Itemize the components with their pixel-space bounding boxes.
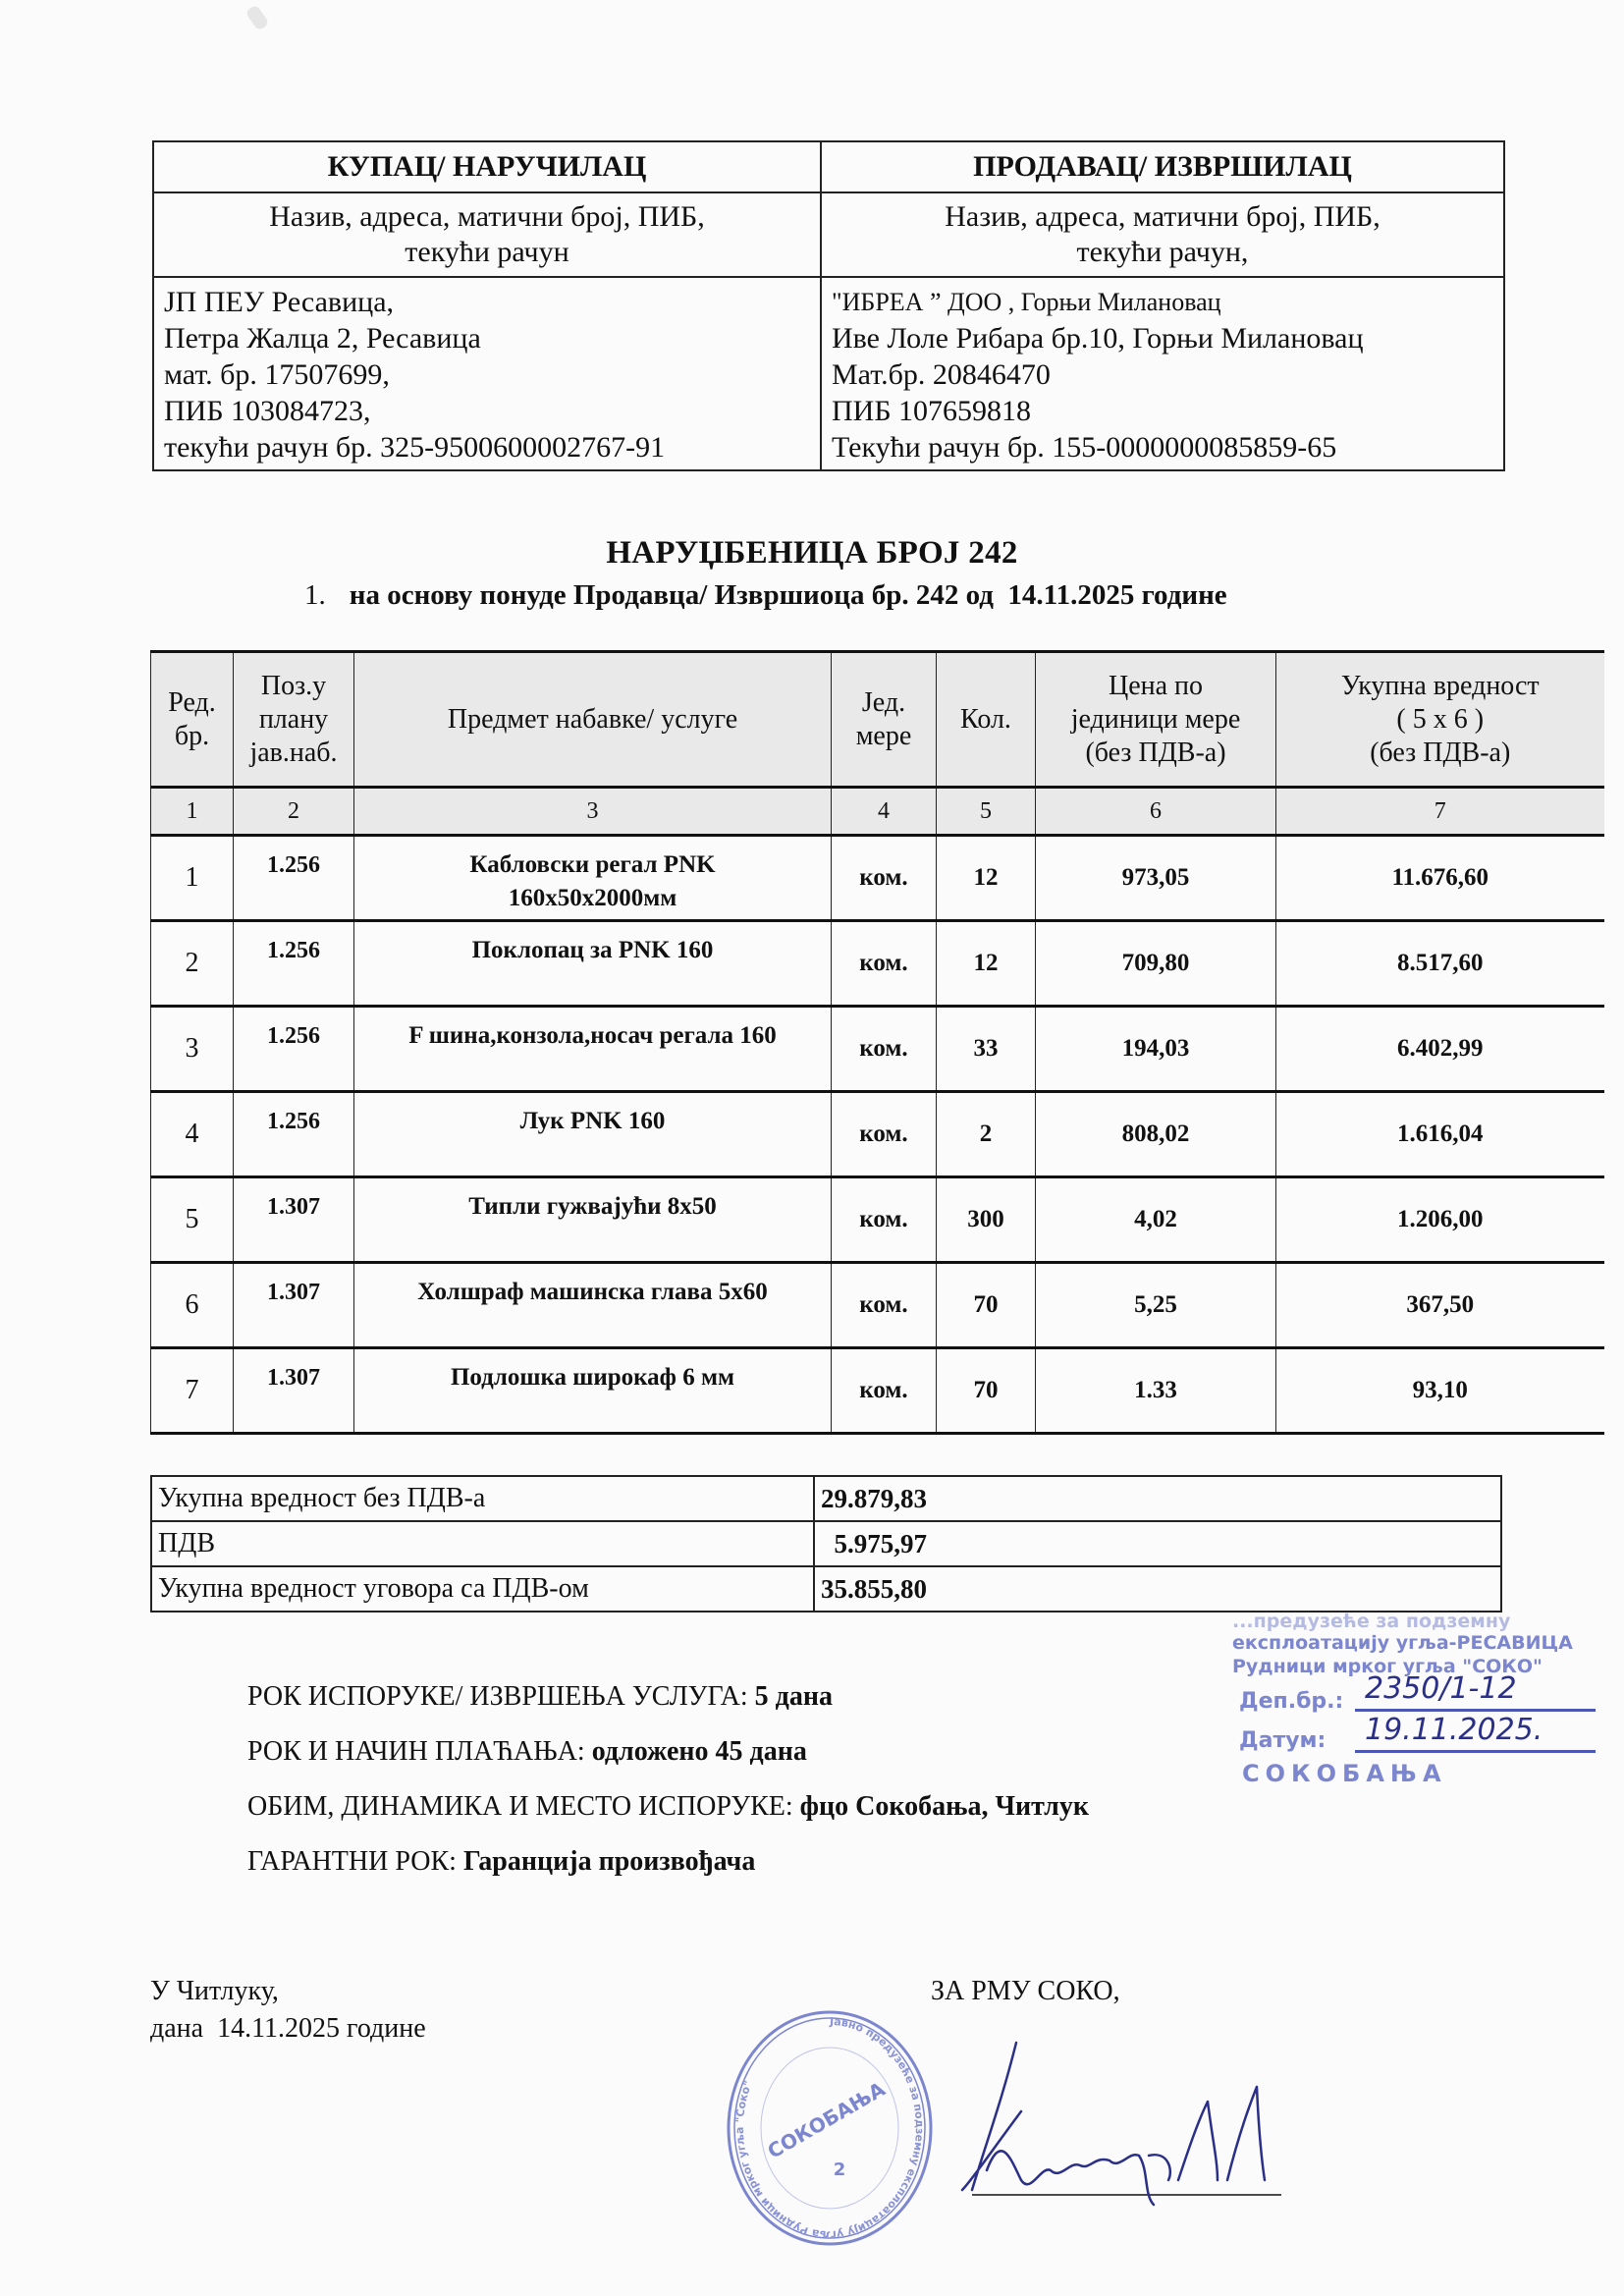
header-line: Кол. [960, 703, 1011, 735]
header-col-qty [937, 652, 1036, 788]
cell-unit: ком. [832, 1092, 937, 1177]
round-stamp [722, 2003, 938, 2249]
cell-unit-price: 808,02 [1036, 1092, 1276, 1177]
cell-row-number: 5 [151, 1177, 234, 1263]
stamp-ring-text: Јавно предузеће за подземну експлоатацију угља Рудници мрког угља "Соко" [732, 2014, 927, 2242]
cell-quantity: 70 [937, 1263, 1036, 1348]
seller-heading: ПРОДАВАЦ/ ИЗВРШИЛАЦ [821, 141, 1504, 192]
term-payment [247, 1736, 807, 1768]
cell-unit: ком. [832, 836, 937, 921]
total-label: Укупна вредност уговора са ПДВ-ом [151, 1566, 814, 1612]
seller-name: "ИБРЕА ” ДОО , Горњи Милановац [832, 288, 1221, 316]
cell-unit-price: 4,02 [1036, 1177, 1276, 1263]
buyer-heading: КУПАЦ/ НАРУЧИЛАЦ [153, 141, 821, 192]
item-name-line: 160x50x2000мм [508, 885, 677, 911]
cell-plan-position: 1.256 [234, 1092, 354, 1177]
cell-total: 1.206,00 [1276, 1177, 1604, 1263]
item-name-line: Холшраф машинска глава 5x60 [417, 1279, 768, 1305]
header-col-plan-pos [234, 652, 354, 788]
table-row [151, 1092, 1604, 1177]
total-value: 5.975,97 [814, 1521, 1501, 1566]
cell-plan-position: 1.256 [234, 1007, 354, 1092]
total-row-gross [151, 1566, 1501, 1612]
buyer-reg-number: мат. бр. 17507699, [164, 358, 390, 391]
cell-quantity: 12 [937, 921, 1036, 1007]
term-label: РОК ИСПОРУКЕ/ ИЗВРШЕЊА УСЛУГА: [247, 1681, 755, 1712]
seller-details [821, 277, 1504, 470]
seller-subheading-line: текући рачун, [1076, 236, 1249, 268]
item-name-line: Поклопац за PNK 160 [471, 937, 714, 963]
header-line: Поз.у [260, 670, 327, 701]
term-value: 5 дана [754, 1681, 833, 1712]
seller-subheading [821, 192, 1504, 277]
cell-plan-position: 1.307 [234, 1348, 354, 1434]
stamp-date-value: 19.11.2025. [1365, 1713, 1543, 1747]
document-subtitle [304, 579, 1227, 612]
cell-plan-position: 1.307 [234, 1177, 354, 1263]
header-col-total [1276, 652, 1604, 788]
cell-item-name [354, 1263, 832, 1348]
cell-plan-position: 1.307 [234, 1263, 354, 1348]
stamp-city: СОКОБАЊА [1242, 1760, 1447, 1787]
cell-total: 93,10 [1276, 1348, 1604, 1434]
cell-row-number: 3 [151, 1007, 234, 1092]
header-line: јав.наб. [249, 737, 338, 768]
buyer-subheading [153, 192, 821, 277]
stamp-underline [1355, 1709, 1596, 1712]
received-stamp [1218, 1611, 1624, 1807]
buyer-subheading-line: Назив, адреса, матични број, ПИБ, [269, 200, 705, 233]
seller-tax-id: ПИБ 107659818 [832, 395, 1032, 427]
table-row [151, 836, 1604, 921]
subtitle-number: 1. [304, 579, 326, 611]
scan-speck [244, 4, 269, 31]
cell-unit: ком. [832, 1263, 937, 1348]
footer-place: У Читлуку, [150, 1976, 279, 2006]
table-row [151, 1177, 1604, 1263]
seller-subheading-line: Назив, адреса, матични број, ПИБ, [945, 200, 1380, 233]
header-col-unit [832, 652, 937, 788]
header-line: мере [855, 720, 912, 751]
buyer-address: Петра Жалца 2, Ресавица [164, 322, 481, 355]
column-number: 5 [937, 788, 1036, 836]
subtitle-text: на основу понуде Продавца/ Извршиоца бр. 242 од 14.11.2025 године [349, 579, 1227, 611]
item-name-line: Подлошка широкаф 6 мм [450, 1364, 735, 1391]
cell-plan-position: 1.256 [234, 836, 354, 921]
header-line: (без ПДВ-а) [1085, 737, 1226, 768]
column-number: 6 [1036, 788, 1276, 836]
cell-item-name [354, 1092, 832, 1177]
table-row [151, 921, 1604, 1007]
header-line: Предмет набавке/ услуге [447, 703, 738, 735]
header-line: (без ПДВ-а) [1370, 737, 1511, 768]
item-name-line: Кабловски регал PNK [469, 851, 716, 878]
parties-table [152, 140, 1505, 471]
cell-unit-price: 5,25 [1036, 1263, 1276, 1348]
column-number: 7 [1276, 788, 1604, 836]
items-column-number-row [151, 788, 1604, 836]
table-row [151, 1348, 1604, 1434]
cell-quantity: 33 [937, 1007, 1036, 1092]
cell-total: 367,50 [1276, 1263, 1604, 1348]
cell-unit: ком. [832, 1007, 937, 1092]
cell-unit: ком. [832, 1177, 937, 1263]
header-col-unit-price [1036, 652, 1276, 788]
column-number: 1 [151, 788, 234, 836]
term-label: ОБИМ, ДИНАМИКА И МЕСТО ИСПОРУКЕ: [247, 1791, 800, 1822]
buyer-name: ЈП ПЕУ Ресавица, [164, 286, 395, 318]
header-line: Јед. [861, 686, 906, 718]
cell-quantity: 70 [937, 1348, 1036, 1434]
document-title: НАРУЏБЕНИЦА БРОЈ 242 [606, 535, 1018, 571]
total-row-vat [151, 1521, 1501, 1566]
cell-unit-price: 1.33 [1036, 1348, 1276, 1434]
header-line: јединици мере [1070, 703, 1241, 735]
totals-table [150, 1475, 1502, 1613]
cell-item-name [354, 1177, 832, 1263]
stamp-line: Рудници мрког угља "СОКО" [1232, 1656, 1543, 1677]
seller-reg-number: Мат.бр. 20846470 [832, 358, 1051, 391]
stamp-del-label: Деп.бр.: [1239, 1689, 1344, 1714]
stamp-number: 2 [833, 2159, 846, 2180]
footer-date: дана 14.11.2025 године [150, 2013, 426, 2044]
item-name-line: Типли гужвајући 8x50 [468, 1193, 717, 1220]
total-value: 29.879,83 [814, 1476, 1501, 1521]
cell-total: 8.517,60 [1276, 921, 1604, 1007]
cell-unit: ком. [832, 1348, 937, 1434]
header-col-rb [151, 652, 234, 788]
cell-quantity: 300 [937, 1177, 1036, 1263]
term-delivery-place [247, 1791, 1089, 1823]
header-line: ( 5 x 6 ) [1396, 703, 1485, 735]
items-header-row [151, 652, 1604, 788]
cell-quantity: 2 [937, 1092, 1036, 1177]
cell-item-name [354, 1348, 832, 1434]
items-table [150, 650, 1604, 1435]
header-line: Ред. [168, 686, 216, 718]
cell-row-number: 7 [151, 1348, 234, 1434]
footer-signatory: ЗА РМУ СОКО, [931, 1976, 1120, 2006]
item-name-line: F шина,конзола,носач регала 160 [408, 1022, 777, 1049]
stamp-line: ...предузеће за подземну [1232, 1611, 1511, 1632]
cell-total: 1.616,04 [1276, 1092, 1604, 1177]
cell-total: 6.402,99 [1276, 1007, 1604, 1092]
term-delivery-time [247, 1681, 833, 1713]
header-line: Цена по [1108, 670, 1204, 701]
buyer-account: текући рачун бр. 325-9500600002767-91 [164, 431, 666, 464]
item-name-line: Лук PNK 160 [519, 1108, 666, 1134]
buyer-details [153, 277, 821, 470]
cell-item-name [354, 921, 832, 1007]
column-number: 2 [234, 788, 354, 836]
term-warranty [247, 1846, 755, 1878]
term-value: одложено 45 дана [591, 1736, 807, 1767]
signature-stroke [962, 2043, 1265, 2205]
cell-item-name [354, 836, 832, 921]
header-line: бр. [174, 720, 210, 751]
cell-unit-price: 709,80 [1036, 921, 1276, 1007]
column-number: 3 [354, 788, 832, 836]
cell-row-number: 6 [151, 1263, 234, 1348]
cell-total: 11.676,60 [1276, 836, 1604, 921]
buyer-subheading-line: текући рачун [405, 236, 569, 268]
cell-quantity: 12 [937, 836, 1036, 921]
term-value: фцо Сокобања, Читлук [799, 1791, 1090, 1822]
cell-row-number: 2 [151, 921, 234, 1007]
stamp-del-value: 2350/1-12 [1365, 1671, 1517, 1706]
cell-plan-position: 1.256 [234, 921, 354, 1007]
stamp-underline [1355, 1750, 1596, 1753]
cell-row-number: 1 [151, 836, 234, 921]
seller-account: Текући рачун бр. 155-0000000085859-65 [832, 431, 1337, 464]
term-value: Гаранција произвођача [462, 1846, 756, 1877]
term-label: РОК И НАЧИН ПЛАЋАЊА: [247, 1736, 592, 1767]
header-col-item [354, 652, 832, 788]
cell-unit-price: 194,03 [1036, 1007, 1276, 1092]
header-line: плану [258, 703, 329, 735]
term-label: ГАРАНТНИ РОК: [247, 1846, 463, 1877]
table-row [151, 1263, 1604, 1348]
cell-row-number: 4 [151, 1092, 234, 1177]
cell-unit-price: 973,05 [1036, 836, 1276, 921]
cell-unit: ком. [832, 921, 937, 1007]
column-number: 4 [832, 788, 937, 836]
signature [933, 2033, 1296, 2210]
total-value: 35.855,80 [814, 1566, 1501, 1612]
cell-item-name [354, 1007, 832, 1092]
stamp-date-label: Датум: [1239, 1728, 1326, 1753]
stamp-line: експлоатацију угља-РЕСАВИЦА [1232, 1632, 1573, 1654]
table-row [151, 1007, 1604, 1092]
seller-address: Иве Лоле Рибара бр.10, Горњи Милановац [832, 322, 1364, 355]
total-row-net [151, 1476, 1501, 1521]
buyer-tax-id: ПИБ 103084723, [164, 395, 371, 427]
header-line: Укупна вредност [1340, 670, 1540, 701]
total-label: ПДВ [151, 1521, 814, 1566]
stamp-center-text: СОКОБАЊА [763, 2077, 890, 2163]
total-label: Укупна вредност без ПДВ-а [151, 1476, 814, 1521]
